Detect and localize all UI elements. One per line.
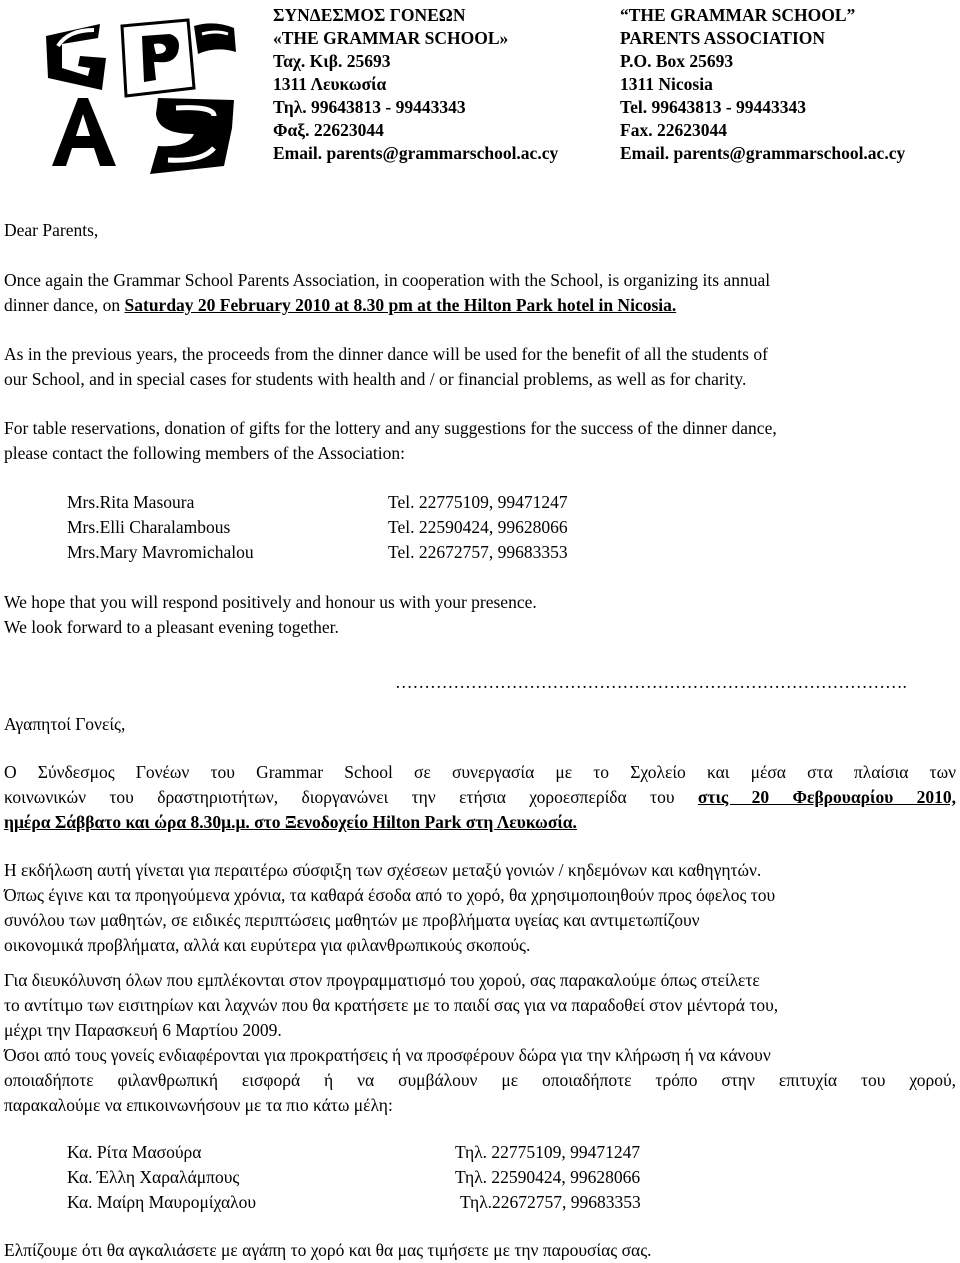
gr-contact-name: Κα. Μαίρη Μαυρομίχαλου xyxy=(67,1192,257,1212)
gr-paragraph-1-text: κοινωνικών του δραστηριοτήτων, διοργανώνει την ετήσια χοροεσπερίδα του xyxy=(4,787,698,807)
gr-contact-tel: Τηλ. 22590424, 99628066 xyxy=(455,1167,641,1187)
gr-contact-tel: Τηλ.22672757, 99683353 xyxy=(460,1192,641,1212)
header-greek-fax: Φαξ. 22623044 xyxy=(273,120,384,140)
header-english-name: “THE GRAMMAR SCHOOL” xyxy=(620,5,856,25)
header-english xyxy=(620,4,905,165)
en-closing-1: We hope that you will respond positively and honour us with your presence. xyxy=(4,592,537,612)
en-contact-tel: Tel. 22775109, 99471247 xyxy=(388,492,568,512)
en-paragraph-1-line-2 xyxy=(4,293,676,318)
header-english-tel: Tel. 99643813 - 99443343 xyxy=(620,97,807,117)
header-greek-email: Email. parents@grammarschool.ac.cy xyxy=(273,143,559,163)
gr-closing: Ελπίζουμε ότι θα αγκαλιάσετε με αγάπη το χορό και θα μας τιμήσετε με την παρουσίας σας. xyxy=(4,1240,652,1260)
logo-letter-p xyxy=(122,20,194,96)
header-english-fax: Fax. 22623044 xyxy=(620,120,727,140)
gr-paragraph-1-line-1: Ο Σύνδεσμος Γονέων του Grammar School σε συνεργασία με το Σχολείο και μέσα στα πλαίσια των xyxy=(4,762,956,782)
gr-contact-name: Κα. Ρίτα Μασούρα xyxy=(67,1142,202,1162)
en-contact-tel: Tel. 22672757, 99683353 xyxy=(388,542,568,562)
header-english-email: Email. parents@grammarschool.ac.cy xyxy=(620,143,906,163)
en-closing-2: We look forward to a pleasant evening together. xyxy=(4,617,339,637)
gr-paragraph-3-line-3: μέχρι την Παρασκευή 6 Μαρτίου 2009. xyxy=(4,1020,282,1040)
header-greek-tel: Τηλ. 99643813 - 99443343 xyxy=(273,97,466,117)
gr-paragraph-2-line-2: Όπως έγινε και τα προηγούμενα χρόνια, τα καθαρά έσοδα από το χορό, θα χρησιμοποιηθούν προς όφελος του xyxy=(4,885,776,905)
gr-salutation: Αγαπητοί Γονείς, xyxy=(4,714,126,734)
en-paragraph-1-line-1: Once again the Grammar School Parents Association, in cooperation with the School, is organizing its annual xyxy=(4,270,771,290)
logo-letter-g xyxy=(46,24,106,90)
en-salutation: Dear Parents, xyxy=(4,220,99,240)
section-separator: ……………………………………………………………………………. xyxy=(395,672,907,692)
gr-paragraph-1-line-2 xyxy=(4,785,956,810)
association-logo xyxy=(38,16,248,176)
gr-paragraph-4-line-3: παρακαλούμε να επικοινωνήσουν με τα πιο κάτω μέλη: xyxy=(4,1095,393,1115)
header-greek-school: «THE GRAMMAR SCHOOL» xyxy=(273,28,509,48)
gr-paragraph-2-line-1: Η εκδήλωση αυτή γίνεται για περαιτέρω σύσφιξη των σχέσεων μεταξύ γονιών / κηδεμόνων και καθηγητών. xyxy=(4,860,762,880)
header-greek-name: ΣΥΝΔΕΣΜΟΣ ΓΟΝΕΩΝ xyxy=(273,5,466,25)
en-contact-name: Mrs.Elli Charalambous xyxy=(67,517,231,537)
en-paragraph-3-line-2: please contact the following members of the Association: xyxy=(4,443,405,463)
en-contact-name: Mrs.Rita Masoura xyxy=(67,492,195,512)
en-paragraph-1-text: dinner dance, on xyxy=(4,295,125,315)
gr-paragraph-4-line-1: Όσοι από τους γονείς ενδιαφέρονται για προκρατήσεις ή να προσφέρουν δώρα για την κλήρωση ή να κάνουν xyxy=(4,1045,771,1065)
logo-letter-a xyxy=(52,98,116,166)
en-paragraph-2-line-2: our School, and in special cases for students with health and / or financial problems, as well as for charity. xyxy=(4,369,747,389)
gr-paragraph-2-line-4: οικονομικά προβλήματα, αλλά και ευρύτερα για φιλανθρωπικούς σκοπούς. xyxy=(4,935,531,955)
gr-paragraph-2-line-3: συνόλου των μαθητών, σε ειδικές περιπτώσεις μαθητών με προβλήματα υγείας και αντιμετωπίζουν xyxy=(4,910,700,930)
en-contact-tel: Tel. 22590424, 99628066 xyxy=(388,517,568,537)
gr-event-date-highlight: στις 20 Φεβρουαρίου 2010, xyxy=(697,787,957,807)
event-date-highlight: Saturday 20 February 2010 at 8.30 pm at the Hilton Park hotel in Nicosia. xyxy=(124,295,677,315)
gr-paragraph-3-line-2: το αντίτιμο των εισιτηρίων και λαχνών που θα κρατήσετε με το παιδί σας για να παραδοθεί στον μέντορά του, xyxy=(4,995,779,1015)
header-greek-city: 1311 Λευκωσία xyxy=(273,74,387,94)
header-english-assoc: PARENTS ASSOCIATION xyxy=(620,28,826,48)
gr-paragraph-3-line-1: Για διευκόλυνση όλων που εμπλέκονται στον προγραμματισμό του χορού, σας παρακαλούμε όπως στείλετε xyxy=(4,970,760,990)
en-paragraph-3-line-1: For table reservations, donation of gifts for the lottery and any suggestions for the success of the dinner dance, xyxy=(4,418,777,438)
en-contact-name: Mrs.Mary Mavromichalou xyxy=(67,542,254,562)
header-english-city: 1311 Nicosia xyxy=(620,74,713,94)
en-paragraph-2-line-1: As in the previous years, the proceeds from the dinner dance will be used for the benefit of all the students of xyxy=(4,344,768,364)
logo-flag xyxy=(194,23,236,54)
gr-event-venue-highlight: ημέρα Σάββατο και ώρα 8.30μ.μ. στο Ξενοδοχείο Hilton Park στη Λευκωσία. xyxy=(4,812,577,832)
header-greek xyxy=(273,4,558,165)
gr-paragraph-4-line-2: οποιαδήποτε φιλανθρωπική εισφορά ή να συμβάλουν με οποιαδήποτε τρόπο στην επιτυχία του χορού, xyxy=(4,1070,956,1090)
header-greek-box: Ταχ. Κιβ. 25693 xyxy=(273,51,391,71)
header-english-box: P.O. Box 25693 xyxy=(620,51,734,71)
gr-contact-tel: Τηλ. 22775109, 99471247 xyxy=(455,1142,641,1162)
gr-contact-name: Κα. Έλλη Χαραλάμπους xyxy=(67,1167,240,1187)
logo-letter-s xyxy=(150,98,234,174)
